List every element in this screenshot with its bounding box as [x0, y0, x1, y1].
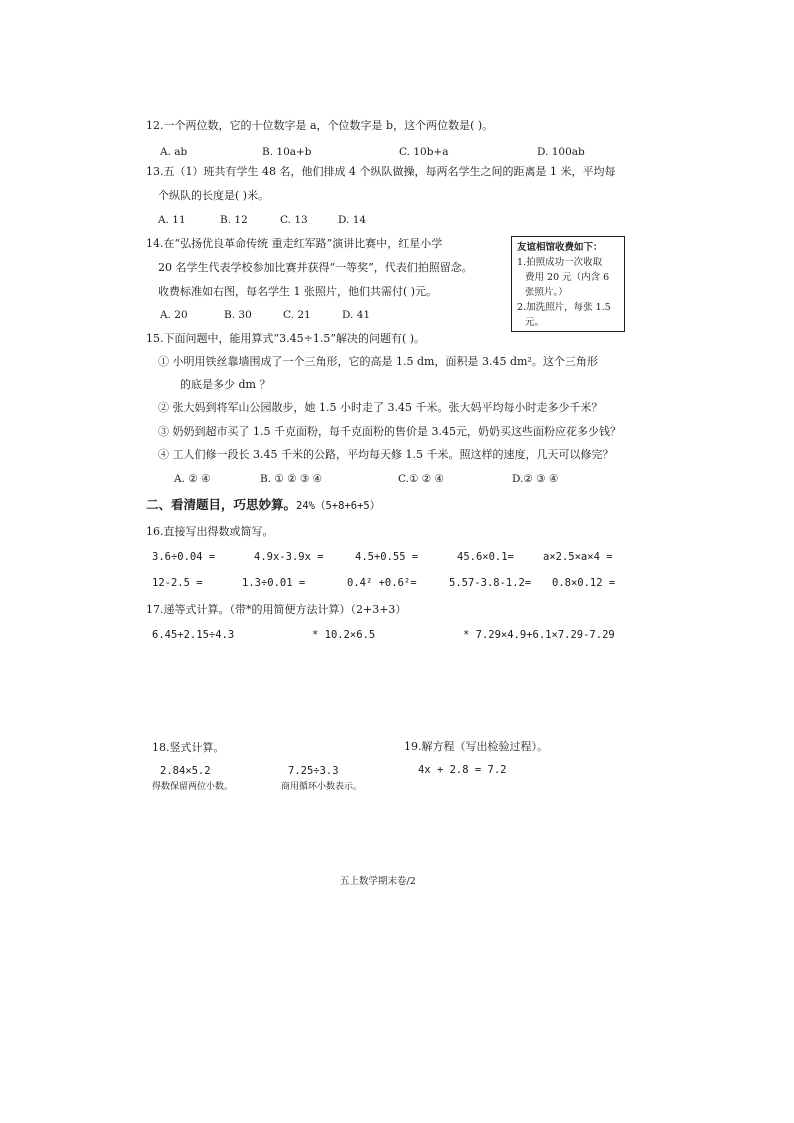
q12-option-a: A. ab: [160, 146, 188, 158]
q17-item3: * 7.29×4.9+6.1×7.29-7.29: [463, 629, 615, 641]
photo-studio-fee-box: [511, 236, 625, 332]
q14-stem-line3: 收费标准如右图，每名学生 1 张照片，他们共需付( )元。: [158, 285, 438, 298]
q16-r1-c3: 4.5+0.55 =: [355, 551, 419, 563]
q15-item4: ④ 工人们修一段长 3.45 千米的公路，平均每天修 1.5 千米。照这样的速度，几天可以修完？: [158, 448, 614, 461]
q19-stem: 19.解方程（写出检验过程）。: [404, 740, 548, 753]
q12-option-c: C. 10b+a: [399, 146, 449, 158]
q14-stem-line1: 14.在“弘扬优良革命传统 重走红军路”演讲比赛中，红星小学: [146, 237, 443, 250]
q17-stem: 17.递等式计算。（带*的用简便方法计算）（2+3+3）: [146, 603, 407, 616]
q16-r1-c2: 4.9x-3.9x =: [254, 551, 324, 563]
q16-r1-c4: 45.6×0.1=: [457, 551, 514, 563]
page-footer: 五上数学期末卷/2: [340, 876, 416, 887]
q19-equation: 4x + 2.8 = 7.2: [418, 764, 507, 776]
q12-option-d: D. 100ab: [537, 146, 585, 158]
q15-option-a: A. ② ④: [174, 473, 211, 485]
q14-option-d: D. 41: [342, 309, 371, 321]
fee-box-line4: 2.加洗照片，每张 1.5: [517, 302, 611, 313]
q12-option-b: B. 10a+b: [262, 146, 312, 158]
q16-stem: 16.直接写出得数或简写。: [146, 525, 274, 538]
q16-r2-c2: 1.3÷0.01 =: [242, 577, 306, 589]
q12-stem: 12.一个两位数，它的十位数字是 a，个位数字是 b，这个两位数是( )。: [146, 119, 494, 132]
q15-stem: 15.下面问题中，能用算式“3.45÷1.5”解决的问题有( )。: [146, 332, 426, 345]
fee-box-title: 友谊相馆收费如下：: [517, 242, 603, 253]
q14-option-c: C. 21: [283, 309, 311, 321]
section-2-heading: 二、看清题目，巧思妙算。: [146, 497, 297, 512]
fee-box-line2: 费用 20 元（内含 6: [525, 272, 610, 283]
q13-option-c: C. 13: [280, 214, 308, 226]
q14-option-b: B. 30: [224, 309, 252, 321]
q15-item3: ③ 奶奶到超市买了 1.5 千克面粉，每千克面粉的售价是 3.45元，奶奶买这些面粉应花多少钱？: [158, 425, 621, 438]
q16-r1-c5: a×2.5×a×4 =: [543, 551, 613, 563]
q15-option-c: C.① ② ④: [398, 473, 444, 485]
q18-note2: 商用循环小数表示。: [281, 782, 363, 792]
q15-option-b: B. ① ② ③ ④: [260, 473, 323, 485]
q15-option-d: D.② ③ ④: [512, 473, 559, 485]
q13-option-a: A. 11: [158, 214, 186, 226]
q18-expr2: 7.25÷3.3: [288, 765, 339, 777]
q13-stem-line2: 个纵队的长度是( )米。: [158, 189, 270, 202]
q13-option-d: D. 14: [338, 214, 367, 226]
q17-item1: 6.45+2.15÷4.3: [152, 629, 235, 641]
fee-box-line1: 1.拍照成功一次收取: [517, 257, 603, 268]
q18-note1: 得数保留两位小数。: [152, 782, 234, 792]
q16-r2-c5: 0.8×0.12 =: [552, 577, 616, 589]
q13-stem-line1: 13.五（1）班共有学生 48 名，他们排成 4 个纵队做操，每两名学生之间的距离是 1 米，平均每: [146, 165, 616, 178]
q13-option-b: B. 12: [220, 214, 248, 226]
q16-r2-c1: 12-2.5 =: [152, 577, 203, 589]
section-2-score: 24%（5+8+6+5）: [296, 500, 381, 512]
section-2-title: [146, 498, 380, 513]
fee-box-line5: 元。: [525, 317, 545, 328]
q14-stem-line2: 20 名学生代表学校参加比赛并获得“一等奖”，代表们拍照留念。: [158, 261, 473, 274]
q16-r2-c4: 5.57-3.8-1.2=: [449, 577, 532, 589]
q15-item2: ② 张大妈到将军山公园散步，她 1.5 小时走了 3.45 千米。张大妈平均每小时走多少千米？: [158, 401, 603, 414]
q16-r2-c3: 0.4² +0.6²=: [347, 577, 417, 589]
q16-r1-c1: 3.6÷0.04 =: [152, 551, 216, 563]
q18-expr1: 2.84×5.2: [160, 765, 211, 777]
q18-stem: 18.竖式计算。: [152, 741, 225, 754]
q14-option-a: A. 20: [160, 309, 188, 321]
q15-item1-line2: 的底是多少 dm ？: [180, 378, 271, 391]
q15-item1-line1: ① 小明用铁丝靠墙围成了一个三角形，它的高是 1.5 dm，面积是 3.45 dm²。这个三角形: [158, 355, 598, 368]
q17-item2: * 10.2×6.5: [312, 629, 376, 641]
fee-box-line3: 张照片。）: [525, 287, 568, 298]
